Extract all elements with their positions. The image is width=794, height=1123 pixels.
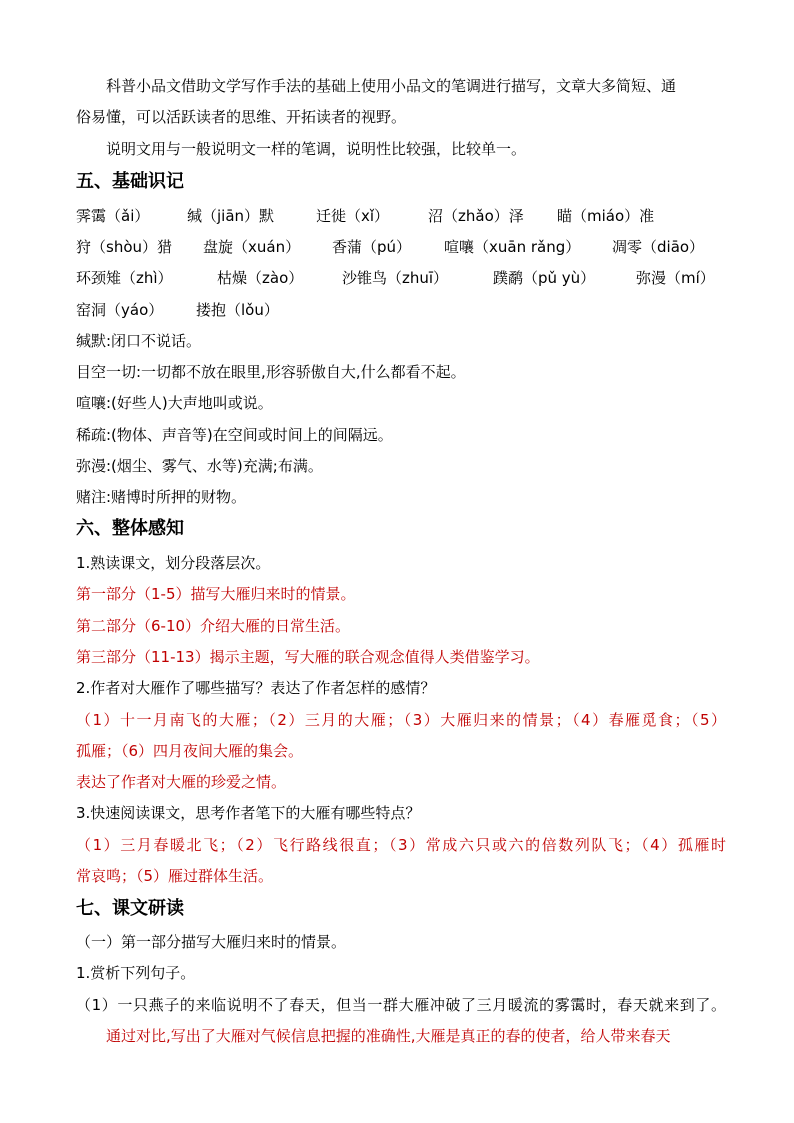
intro-paragraph-line-1: 科普小品文借助文学写作手法的基础上使用小品文的笔调进行描写，文章大多简短、通 [106, 77, 677, 95]
answer-1-part: 第二部分（6-10）介绍大雁的日常生活。 [76, 617, 351, 635]
answer-2-line-1: （1）十一月南飞的大雁；（2）三月的大雁；（3）大雁归来的情景；（4）春雁觅食；（5） [76, 711, 726, 729]
intro-paragraph-2: 说明文用与一般说明文一样的笔调，说明性比较强，比较单一。 [106, 140, 527, 158]
definition: 赌注:赌博时所押的财物。 [76, 488, 247, 506]
answer-1-part: 第三部分（11-13）揭示主题，写大雁的联合观念值得人类借鉴学习。 [76, 648, 540, 666]
intro-paragraph-line-2: 俗易懂，可以活跃读者的思维、开拓读者的视野。 [76, 108, 407, 126]
definition: 喧嚷:(好些人)大声地叫或说。 [76, 394, 273, 412]
answer-1-part: 第一部分（1-5）描写大雁归来时的情景。 [76, 585, 356, 603]
vocab-item: 搂抱（lǒu） [196, 301, 279, 319]
answer-2-line-2: 孤雁；（6）四月夜间大雁的集会。 [76, 742, 304, 760]
section-6-heading: 六、整体感知 [76, 518, 184, 539]
vocab-item: 凋零（diāo） [612, 238, 705, 256]
definition: 缄默:闭口不说话。 [76, 332, 202, 350]
vocab-item: 枯燥（zào） [217, 269, 304, 287]
vocab-item: 香蒲（pú） [332, 238, 412, 256]
sentence-1: （1）一只燕子的来临说明不了春天，但当一群大雁冲破了三月暖流的雾霭时，春天就来到了。 [76, 996, 726, 1014]
vocab-item: 霁霭（ǎi） [76, 207, 150, 225]
question-analysis: 1.赏析下列句子。 [76, 964, 196, 982]
vocab-item: 弥漫（mí） [636, 269, 715, 287]
section-7-heading: 七、课文研读 [76, 898, 184, 919]
subsection-1-title: （一）第一部分描写大雁归来时的情景。 [76, 933, 347, 951]
sentence-1-answer: 通过对比,写出了大雁对气候信息把握的准确性,大雁是真正的春的使者，给人带来春天 [106, 1027, 671, 1045]
vocab-item: 喧嚷（xuān rǎng） [444, 238, 581, 256]
vocab-item: 迁徙（xǐ） [316, 207, 390, 225]
vocab-item: 盘旋（xuán） [203, 238, 301, 256]
vocab-item: 窑洞（yáo） [76, 301, 164, 319]
section-5-heading: 五、基础识记 [76, 171, 184, 192]
definition: 弥漫:(烟尘、雾气、水等)充满;布满。 [76, 457, 323, 475]
vocab-item: 蹼鹬（pǔ yù） [493, 269, 596, 287]
question-3: 3.快速阅读课文，思考作者笔下的大雁有哪些特点？ [76, 804, 421, 822]
vocab-item: 沙锥鸟（zhuī） [342, 269, 449, 287]
vocab-item: 缄（jiān）默 [187, 207, 275, 225]
answer-3-line-1: （1）三月春暖北飞；（2）飞行路线很直；（3）常成六只或六的倍数列队飞；（4）孤雁时 [76, 836, 726, 854]
definition: 目空一切:一切都不放在眼里,形容骄傲自大,什么都看不起。 [76, 363, 466, 381]
answer-3-line-2: 常哀鸣；（5）雁过群体生活。 [76, 867, 274, 885]
vocab-item: 环颈雉（zhì） [76, 269, 173, 287]
definition: 稀疏:(物体、声音等)在空间或时间上的间隔远。 [76, 426, 393, 444]
vocab-item: 沼（zhǎo）泽 [428, 207, 524, 225]
vocab-item: 瞄（miáo）准 [557, 207, 655, 225]
question-2: 2.作者对大雁作了哪些描写？表达了作者怎样的感情？ [76, 679, 436, 697]
vocab-item: 狩（shòu）猎 [76, 238, 173, 256]
answer-2-line-3: 表达了作者对大雁的珍爱之情。 [76, 773, 287, 791]
question-1: 1.熟读课文，划分段落层次。 [76, 554, 271, 572]
